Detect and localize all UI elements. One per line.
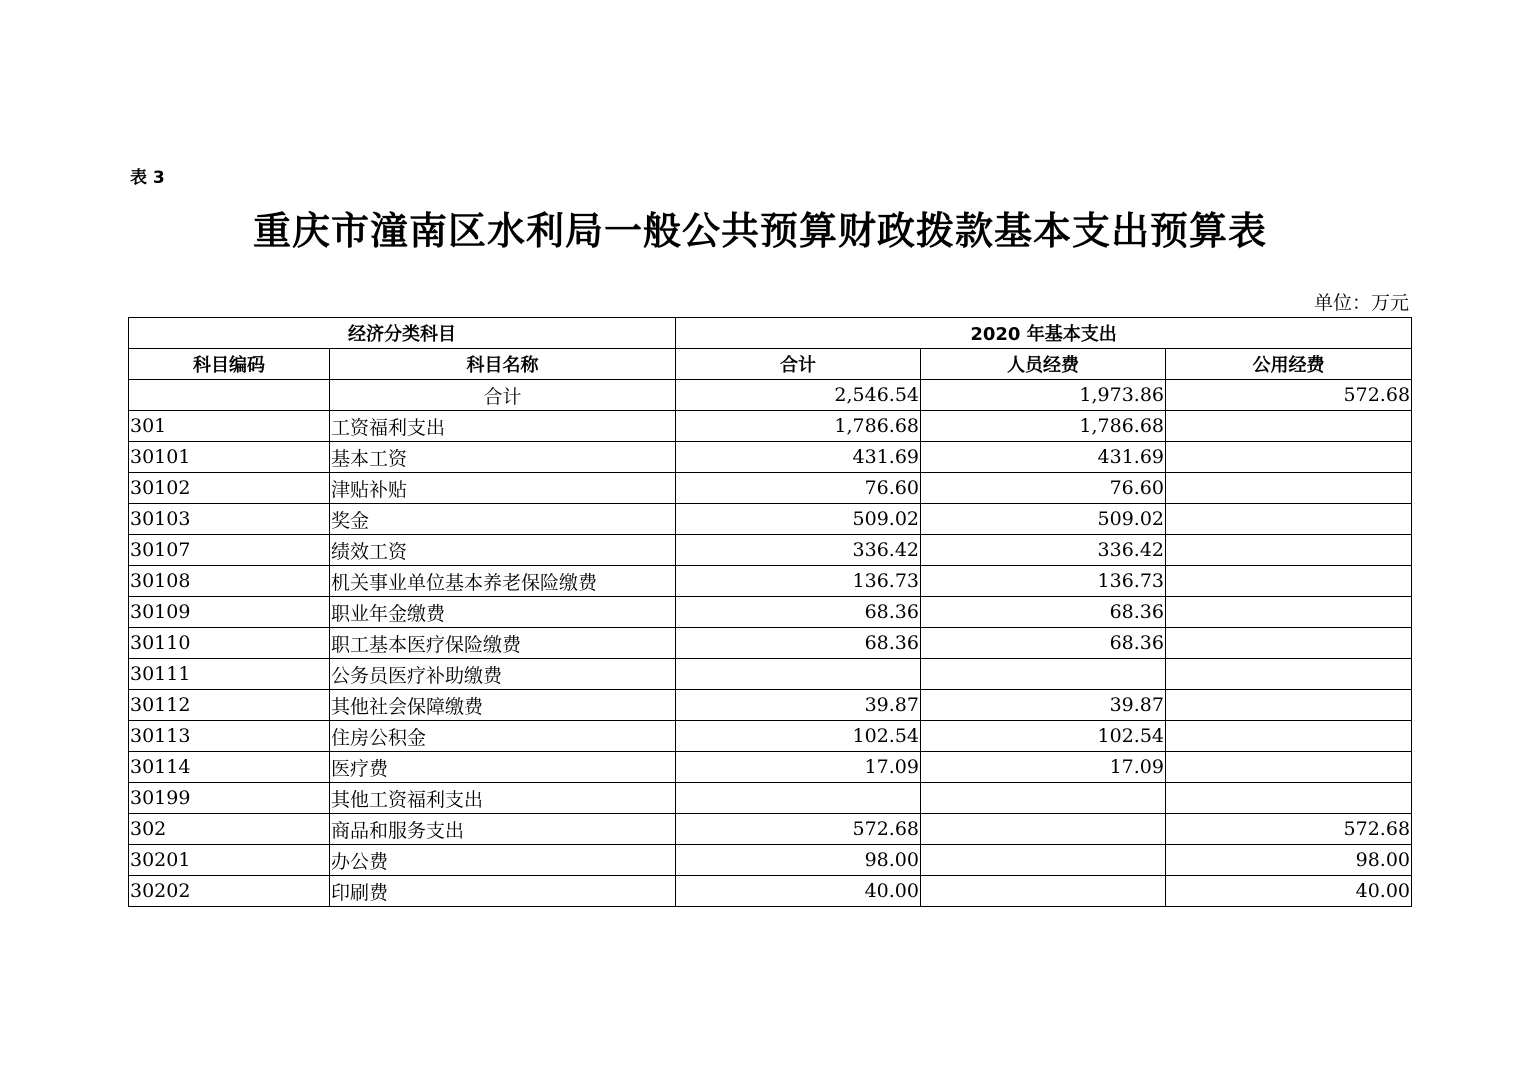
cell-code: 30103 bbox=[129, 504, 330, 535]
table-row bbox=[129, 504, 1412, 535]
cell-code: 30201 bbox=[129, 845, 330, 876]
cell-code: 30112 bbox=[129, 690, 330, 721]
cell-total bbox=[676, 783, 921, 814]
cell-personnel bbox=[921, 845, 1166, 876]
cell-name: 机关事业单位基本养老保险缴费 bbox=[330, 566, 676, 597]
table-row bbox=[129, 752, 1412, 783]
table-header bbox=[129, 318, 1412, 380]
cell-code: 30107 bbox=[129, 535, 330, 566]
cell-name: 公务员医疗补助缴费 bbox=[330, 659, 676, 690]
cell-personnel: 17.09 bbox=[921, 752, 1166, 783]
table-body bbox=[129, 380, 1412, 907]
table-row bbox=[129, 411, 1412, 442]
cell-name: 职业年金缴费 bbox=[330, 597, 676, 628]
cell-personnel: 1,786.68 bbox=[921, 411, 1166, 442]
cell-total: 1,786.68 bbox=[676, 411, 921, 442]
cell-total: 2,546.54 bbox=[676, 380, 921, 411]
cell-public bbox=[1166, 783, 1412, 814]
table-row bbox=[129, 659, 1412, 690]
header-personnel: 人员经费 bbox=[921, 349, 1166, 380]
cell-name: 合计 bbox=[330, 380, 676, 411]
cell-code: 30202 bbox=[129, 876, 330, 907]
table-row bbox=[129, 535, 1412, 566]
cell-personnel bbox=[921, 659, 1166, 690]
table-row bbox=[129, 814, 1412, 845]
cell-public bbox=[1166, 597, 1412, 628]
cell-name: 办公费 bbox=[330, 845, 676, 876]
table-row bbox=[129, 876, 1412, 907]
cell-public: 572.68 bbox=[1166, 814, 1412, 845]
cell-public bbox=[1166, 535, 1412, 566]
cell-total: 431.69 bbox=[676, 442, 921, 473]
table-row bbox=[129, 845, 1412, 876]
cell-personnel: 68.36 bbox=[921, 628, 1166, 659]
cell-public bbox=[1166, 659, 1412, 690]
cell-code: 30111 bbox=[129, 659, 330, 690]
table-row bbox=[129, 442, 1412, 473]
cell-code: 30110 bbox=[129, 628, 330, 659]
cell-personnel: 336.42 bbox=[921, 535, 1166, 566]
header-name: 科目名称 bbox=[330, 349, 676, 380]
cell-public bbox=[1166, 690, 1412, 721]
page-title: 重庆市潼南区水利局一般公共预算财政拨款基本支出预算表 bbox=[252, 209, 1267, 253]
cell-name: 职工基本医疗保险缴费 bbox=[330, 628, 676, 659]
cell-total: 98.00 bbox=[676, 845, 921, 876]
cell-public bbox=[1166, 752, 1412, 783]
cell-total bbox=[676, 659, 921, 690]
budget-table bbox=[128, 317, 1412, 907]
table-row bbox=[129, 721, 1412, 752]
cell-personnel: 136.73 bbox=[921, 566, 1166, 597]
cell-total: 40.00 bbox=[676, 876, 921, 907]
header-row-columns bbox=[129, 349, 1412, 380]
cell-code: 30114 bbox=[129, 752, 330, 783]
cell-total: 76.60 bbox=[676, 473, 921, 504]
cell-code: 302 bbox=[129, 814, 330, 845]
table-number: 表 3 bbox=[130, 168, 165, 188]
cell-total: 572.68 bbox=[676, 814, 921, 845]
cell-personnel: 509.02 bbox=[921, 504, 1166, 535]
cell-total: 102.54 bbox=[676, 721, 921, 752]
cell-public: 40.00 bbox=[1166, 876, 1412, 907]
cell-personnel: 1,973.86 bbox=[921, 380, 1166, 411]
cell-public bbox=[1166, 721, 1412, 752]
cell-code: 30102 bbox=[129, 473, 330, 504]
cell-name: 其他社会保障缴费 bbox=[330, 690, 676, 721]
table-row bbox=[129, 783, 1412, 814]
cell-public bbox=[1166, 566, 1412, 597]
cell-total: 509.02 bbox=[676, 504, 921, 535]
cell-name: 其他工资福利支出 bbox=[330, 783, 676, 814]
cell-public bbox=[1166, 504, 1412, 535]
table-row bbox=[129, 473, 1412, 504]
cell-total: 68.36 bbox=[676, 628, 921, 659]
header-public: 公用经费 bbox=[1166, 349, 1412, 380]
cell-personnel bbox=[921, 876, 1166, 907]
cell-name: 住房公积金 bbox=[330, 721, 676, 752]
cell-code: 30113 bbox=[129, 721, 330, 752]
cell-name: 医疗费 bbox=[330, 752, 676, 783]
cell-public: 572.68 bbox=[1166, 380, 1412, 411]
cell-personnel: 68.36 bbox=[921, 597, 1166, 628]
cell-name: 工资福利支出 bbox=[330, 411, 676, 442]
cell-code: 301 bbox=[129, 411, 330, 442]
cell-code bbox=[129, 380, 330, 411]
cell-total: 68.36 bbox=[676, 597, 921, 628]
cell-total: 136.73 bbox=[676, 566, 921, 597]
header-total: 合计 bbox=[676, 349, 921, 380]
cell-public bbox=[1166, 411, 1412, 442]
cell-personnel: 76.60 bbox=[921, 473, 1166, 504]
cell-name: 奖金 bbox=[330, 504, 676, 535]
cell-public bbox=[1166, 442, 1412, 473]
unit-label: 单位：万元 bbox=[1313, 292, 1409, 314]
cell-public bbox=[1166, 473, 1412, 504]
cell-personnel bbox=[921, 783, 1166, 814]
cell-code: 30101 bbox=[129, 442, 330, 473]
cell-code: 30109 bbox=[129, 597, 330, 628]
table-row bbox=[129, 597, 1412, 628]
cell-name: 津贴补贴 bbox=[330, 473, 676, 504]
cell-personnel bbox=[921, 814, 1166, 845]
header-row-group bbox=[129, 318, 1412, 349]
table-row bbox=[129, 566, 1412, 597]
table-row bbox=[129, 690, 1412, 721]
cell-name: 商品和服务支出 bbox=[330, 814, 676, 845]
cell-personnel: 102.54 bbox=[921, 721, 1166, 752]
cell-name: 绩效工资 bbox=[330, 535, 676, 566]
cell-public: 98.00 bbox=[1166, 845, 1412, 876]
cell-personnel: 431.69 bbox=[921, 442, 1166, 473]
header-basic-expenditure: 2020 年基本支出 bbox=[676, 318, 1412, 349]
header-code: 科目编码 bbox=[129, 349, 330, 380]
table-row bbox=[129, 628, 1412, 659]
cell-code: 30108 bbox=[129, 566, 330, 597]
cell-total: 17.09 bbox=[676, 752, 921, 783]
header-economic-classification: 经济分类科目 bbox=[129, 318, 676, 349]
cell-name: 印刷费 bbox=[330, 876, 676, 907]
table-row bbox=[129, 380, 1412, 411]
cell-total: 336.42 bbox=[676, 535, 921, 566]
cell-code: 30199 bbox=[129, 783, 330, 814]
cell-personnel: 39.87 bbox=[921, 690, 1166, 721]
cell-name: 基本工资 bbox=[330, 442, 676, 473]
cell-total: 39.87 bbox=[676, 690, 921, 721]
cell-public bbox=[1166, 628, 1412, 659]
